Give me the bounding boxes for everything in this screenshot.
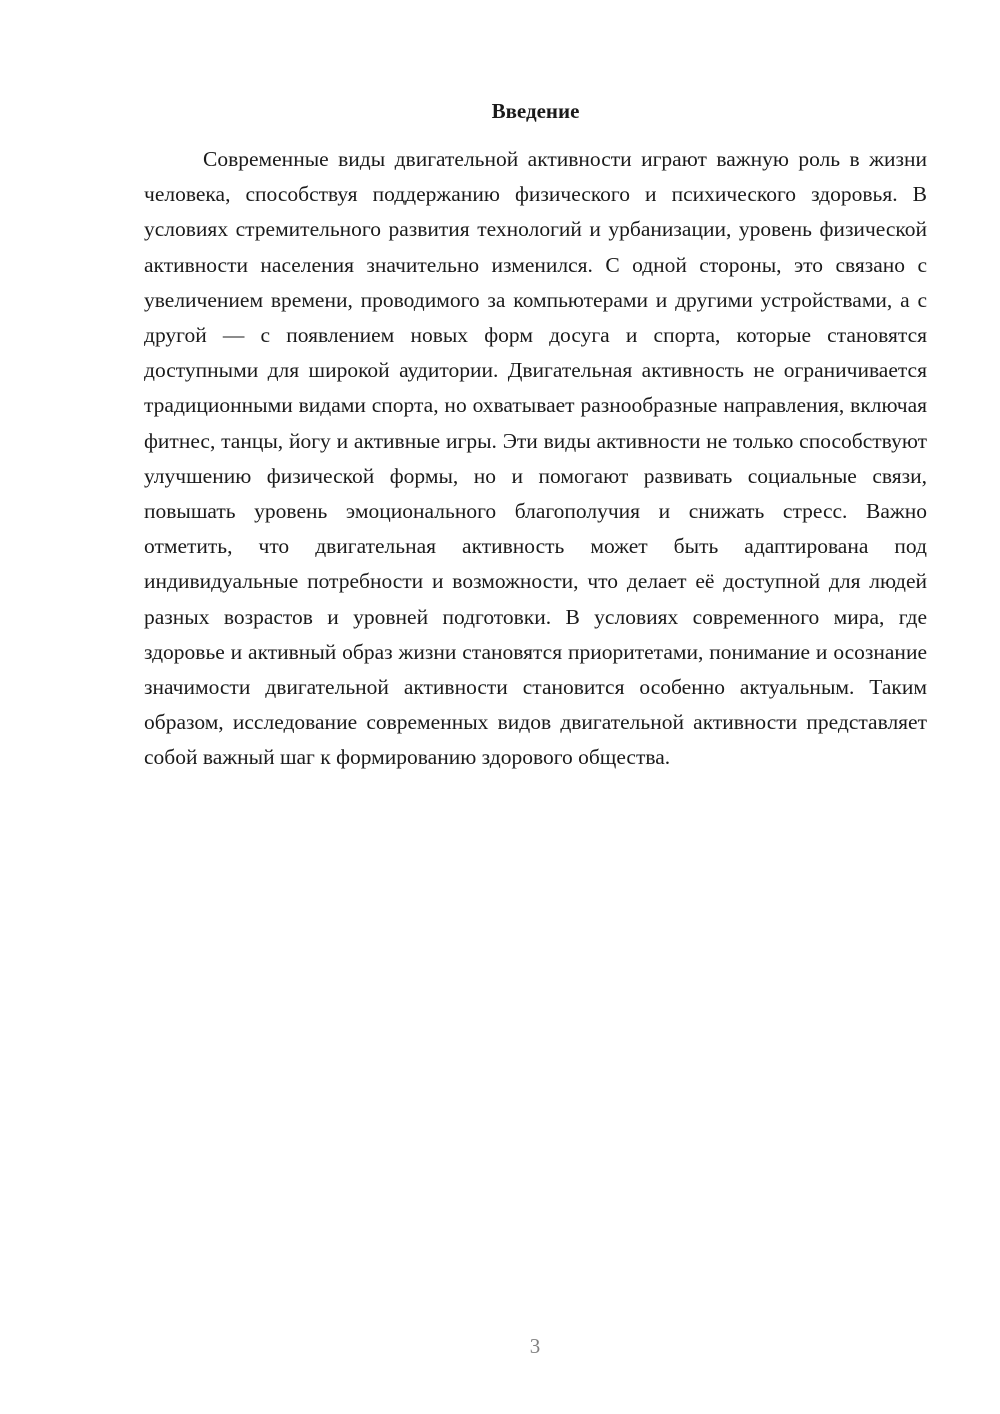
- body-paragraph: Современные виды двигательной активности играют важную роль в жизни человека, способствуя поддержанию физического и психического здоровья. В условиях стремительного развития технологий и урбанизации, уровень физической активности населения значительно изменился. С одной стороны, это связано с увеличением времени, проводимого за компьютерами и другими устройствами, а с другой — с появлением новых форм досуга и спорта, которые становятся доступными для широкой аудитории. Двигательная активность не ограничивается традиционными видами спорта, но охватывает разнообразные направления, включая фитнес, танцы, йогу и активные игры. Эти виды активности не только способствуют улучшению физической формы, но и помогают развивать социальные связи, повышать уровень эмоционального благополучия и снижать стресс. Важно отметить, что двигательная активность может быть адаптирована под индивидуальные потребности и возможности, что делает её доступной для людей разных возрастов и уровней подготовки. В условиях современного мира, где здоровье и активный образ жизни становятся приоритетами, понимание и осознание значимости двигательной активности становится особенно актуальным. Таким образом, исследование современных видов двигательной активности представляет собой важный шаг к формированию здорового общества.: [144, 147, 927, 770]
- page-number: 3: [529, 1334, 541, 1358]
- section-heading: Введение: [491, 99, 580, 123]
